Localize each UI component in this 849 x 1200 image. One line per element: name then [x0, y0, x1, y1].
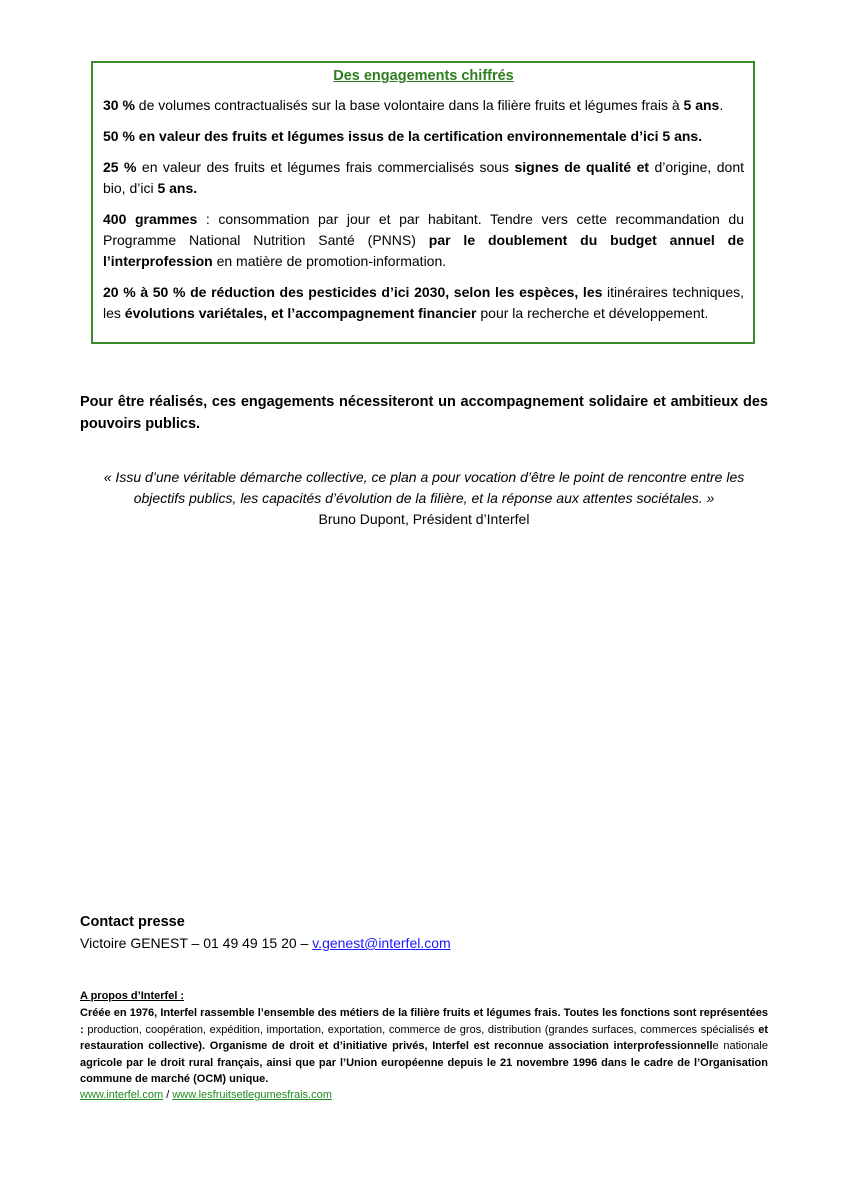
engagement-item-3: 25 % en valeur des fruits et légumes frais commercialisés sous signes de qualité et d’origine, dont bio, d’ici 5 ans. [103, 159, 744, 196]
box-title: Des engagements chiffrés [333, 68, 514, 84]
engagements-box [91, 61, 755, 344]
realisation-paragraph: Pour être réalisés, ces engagements nécessiteront un accompagnement solidaire et ambitieux des pouvoirs publics. [80, 394, 768, 432]
interfel-link[interactable]: www.interfel.com [80, 1089, 164, 1101]
engagement-item-5: 20 % à 50 % de réduction des pesticides d’ici 2030, selon les espèces, les itinéraires techniques, les évolutions variétales, et l’accompagnement financier pour la recherche et développement. [103, 284, 745, 321]
about-title: A propos d’Interfel : [80, 990, 185, 1002]
about-paragraph: Créée en 1976, Interfel rassemble l’ensemble des métiers de la filière fruits et légumes frais. Toutes les fonctions sont représentées : production, coopération, expédition, importation, exportation, commerce de gros, distribution (grandes surfaces, commerces spécialisés et restauration collective). Organisme de droit et d’initiative privés, Interfel est reconnue association interprofessionnelle nationale agricole par le droit rural français, ainsi que par l’Union européenne depuis le 21 novembre 1996 dans le cadre de l’Organisation commune de marché (OCM) unique. [80, 1007, 768, 1085]
contact-title: Contact presse [80, 914, 185, 930]
engagement-item-1: 30 % de volumes contractualisés sur la base volontaire dans la filière fruits et légumes frais à 5 ans. [103, 97, 724, 113]
footer-links: www.interfel.com / www.lesfruitsetlegumesfrais.com [80, 1089, 332, 1101]
contact-email-link[interactable]: v.genest@interfel.com [312, 935, 451, 951]
contact-name: Victoire GENEST [80, 935, 188, 951]
fruits-legumes-link[interactable]: www.lesfruitsetlegumesfrais.com [172, 1089, 332, 1101]
engagement-item-2: 50 % en valeur des fruits et légumes issus de la certification environnementale d’ici 5 ans. [103, 128, 703, 144]
president-quote: « Issu d’une véritable démarche collective, ce plan a pour vocation d’être le point de rencontre entre les objectifs publics, les capacités d’évolution de la filière, et la réponse aux attentes sociétales. » [103, 469, 745, 506]
quote-author: Bruno Dupont, Président d’Interfel [318, 511, 530, 527]
engagement-item-4: 400 grammes : consommation par jour et par habitant. Tendre vers cette recommandation du Programme National Nutrition Santé (PNNS) par le doublement du budget annuel de l’interprofession en matière de promotion-information. [103, 211, 744, 269]
contact-phone: 01 49 49 15 20 [203, 935, 297, 951]
contact-line: Victoire GENEST – 01 49 49 15 20 – v.genest@interfel.com [80, 935, 451, 951]
